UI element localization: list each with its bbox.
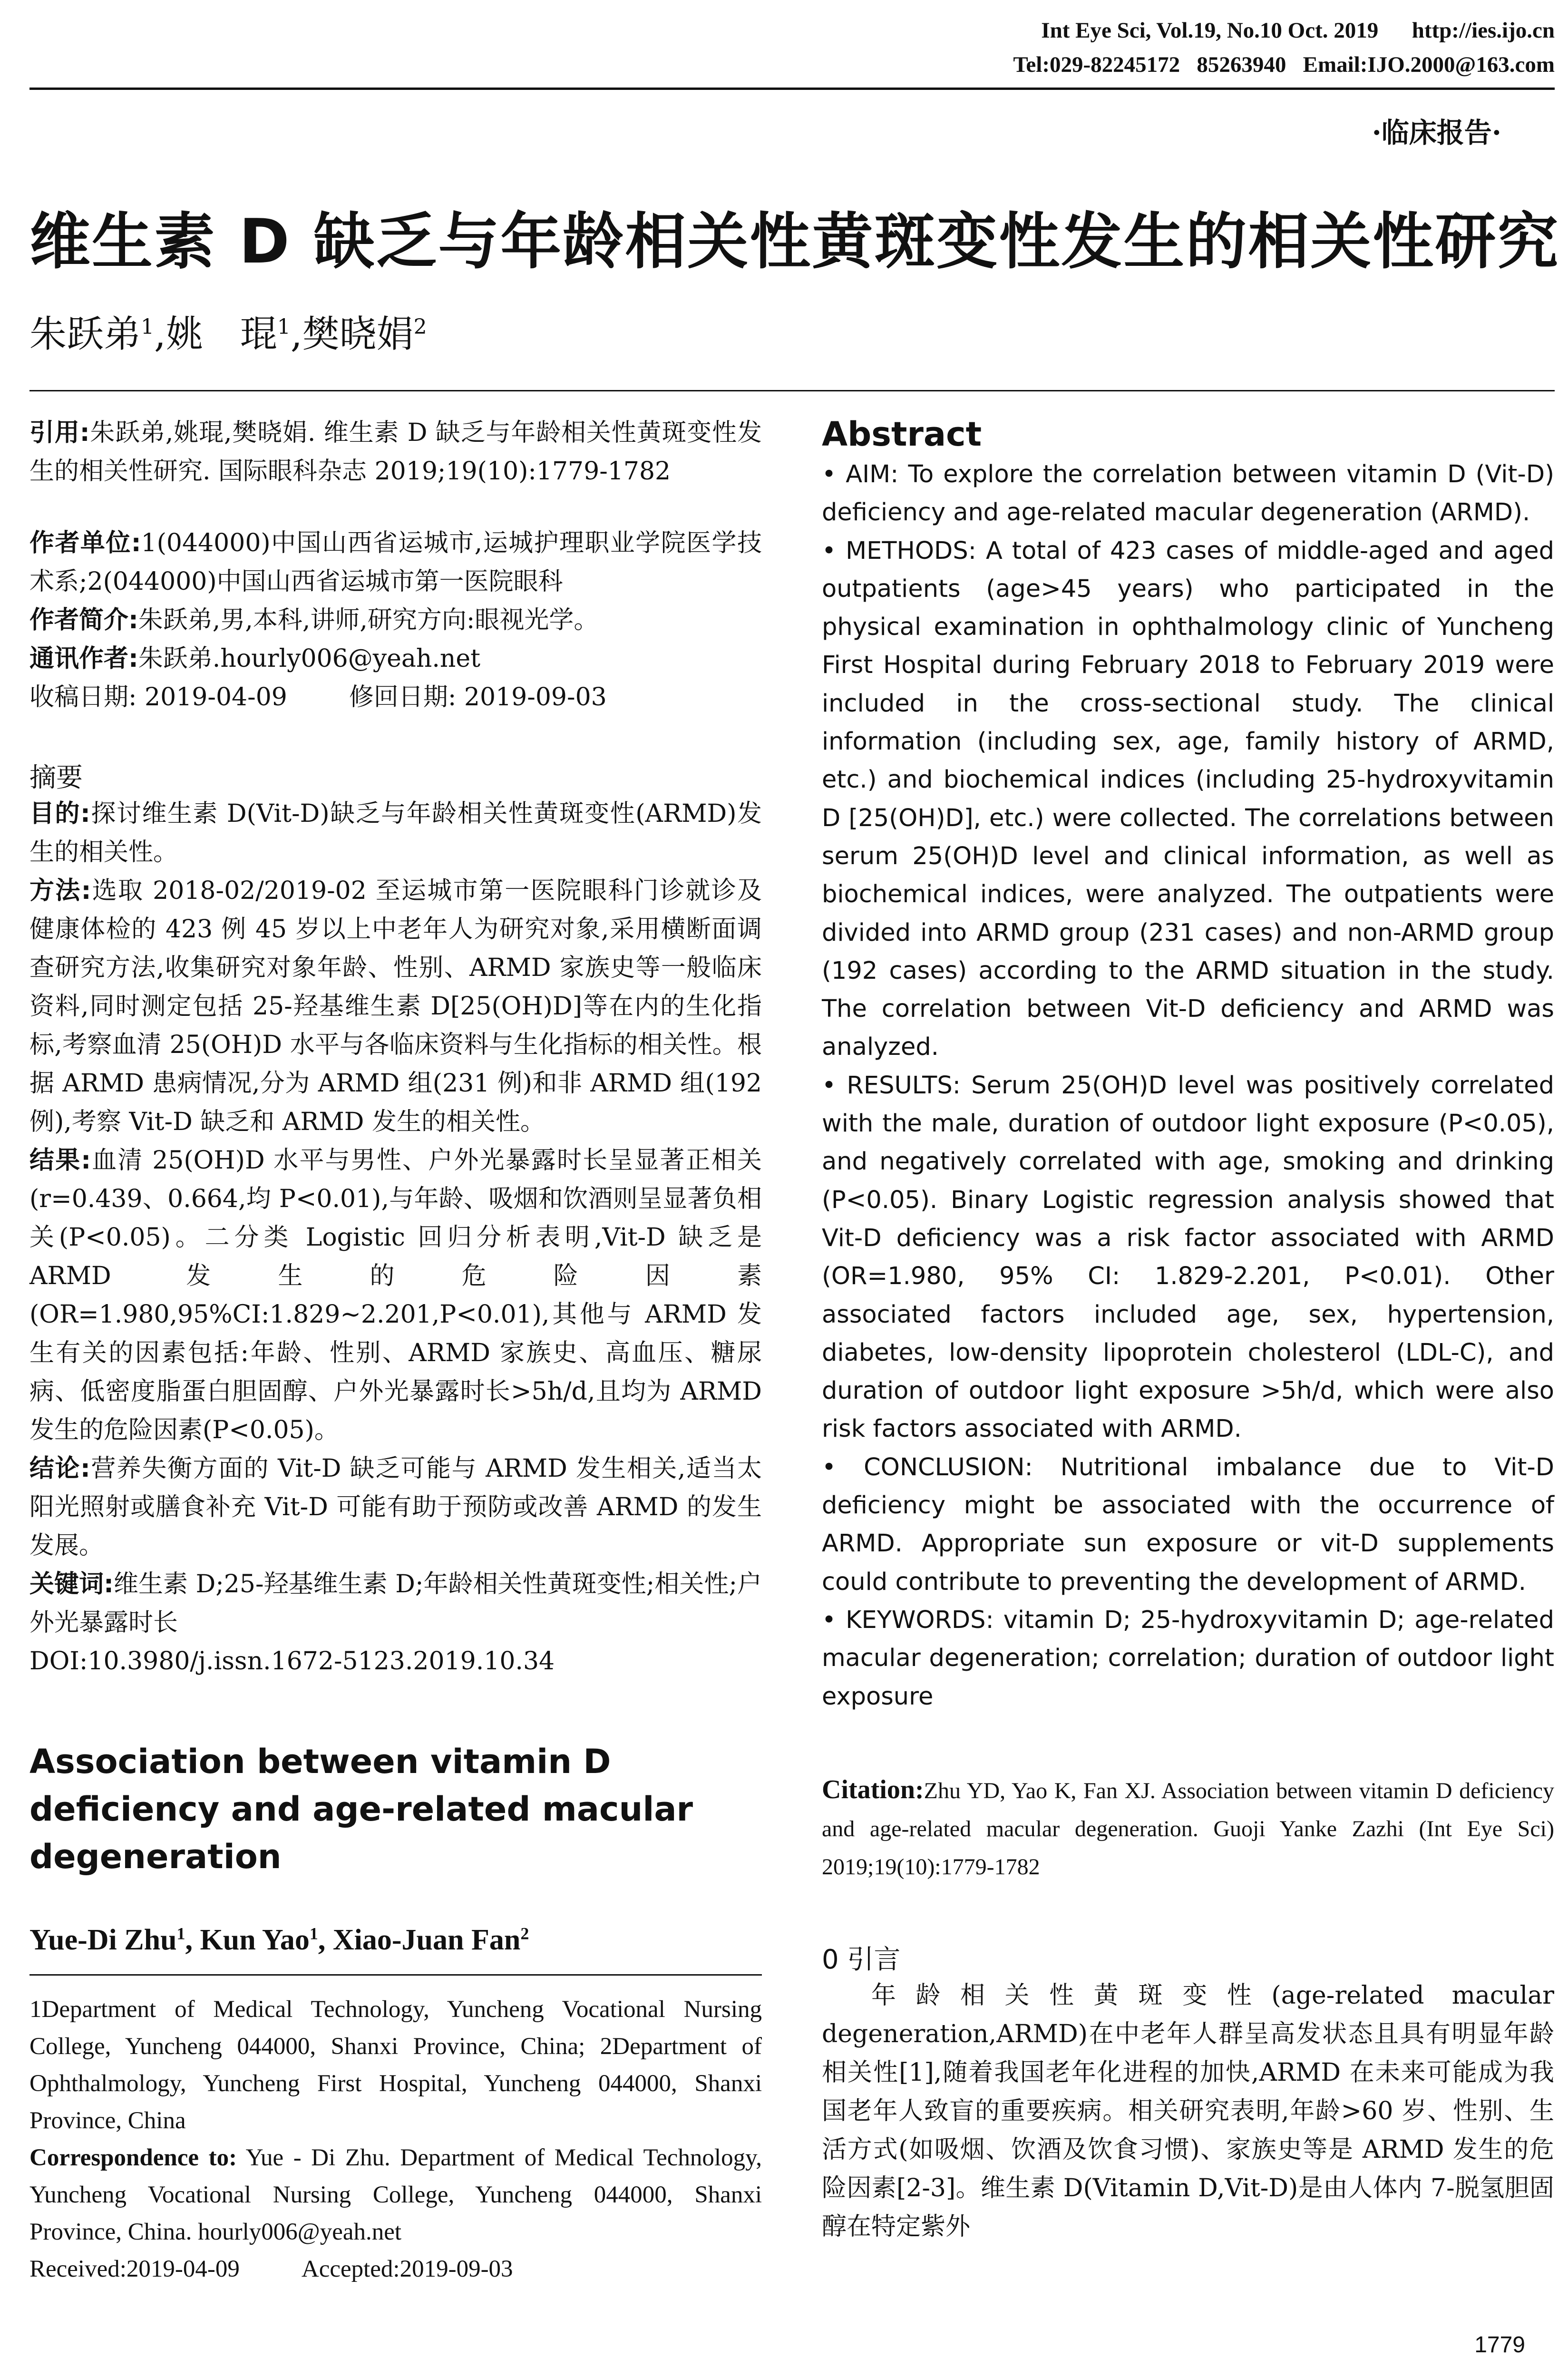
author-name: 朱跃弟 [29,313,141,356]
page-number: 1779 [1474,2332,1525,2358]
abstract-methods-en: • METHODS: A total of 423 cases of middle-aged and aged outpatients (age>45 years) who participated in the physical examination in ophthalmology clinic of Yuncheng First Hospital during February 2018 to February 2019 were included in the cross-sectional study. The clinical information (including sex, age, family history of ARMD, etc.) and biochemical indices (including 25-hydroxyvitamin D [25(OH)D], etc.) were collected. The correlations between serum 25(OH)D level and clinical information, as well as biochemical indices, were analyzed. The outpatients were divided into ARMD group (231 cases) and non-ARMD group (192 cases) according to the ARMD situation in the study. The correlation between Vit-D deficiency and ARMD was analyzed. [822,536,1554,1062]
author-bio [29,601,762,640]
bio-text: 朱跃弟,男,本科,讲师,研究方向:眼视光学。 [138,606,599,634]
author-list-en: Yue-Di Zhu$^1$, Kun Yao$^1$, Xiao-Juan Fan$^2$ [29,1924,529,1956]
author-name: 樊晓娟 [302,313,414,356]
methods-label: 方法: [29,877,91,905]
keywords-cn [29,1565,762,1642]
corresponding-text: 朱跃弟.hourly006@yeah.net [138,644,481,673]
right-column [822,415,1554,2246]
author-affil-mark: 1 [176,1924,185,1943]
title-rule [29,390,1555,391]
intro-heading: 0 引言 [822,1944,901,1975]
bio-label: 作者简介: [29,606,138,634]
citation-en [822,1771,1554,1886]
received-en: Received:2019-04-09 [29,2256,240,2282]
author-separator: , [290,313,302,356]
affiliation-en: 1Department of Medical Technology, Yuncheng Vocational Nursing College, Yuncheng 044000, Shanxi Province, China; 2Department of Ophthalmology, Yuncheng First Hospital, Yuncheng 044000, Shanxi Province, China [29,1996,762,2134]
author-affil-mark: 2 [520,1924,529,1943]
methods-text: 选取 2018-02/2019-02 至运城市第一医院眼科门诊就诊及健康体检的 423 例 45 岁以上中老年人为研究对象,采用横断面调查研究方法,收集研究对象年龄、性别、ARMD 家族史等一般临床资料,同时测定包括 25-羟基维生素 D[25(OH)D]等在内的生化指标,考察血清 25(OH)D 水平与各临床资料与生化指标的相关性。根据 ARMD 患病情况,分为 ARMD 组(231 例)和非 ARMD 组(192 例),考察 Vit-D 缺乏和 ARMD 发生的相关性。 [29,877,762,1136]
keywords-text: 维生素 D;25-羟基维生素 D;年龄相关性黄斑变性;相关性;户外光暴露时长 [29,1570,762,1637]
journal-header-line1: Int Eye Sci, Vol.19, No.10 Oct. 2019 http://ies.ijo.cn [1041,18,1555,43]
aim-label: 目的: [29,799,90,828]
dates-line [29,678,762,717]
author-affil-mark: 2 [413,315,427,339]
conclusion-label: 结论: [29,1454,90,1483]
author-name: 姚 琨 [166,313,277,356]
author-affil-mark: 1 [309,1924,318,1943]
citation-cn-label: 引用: [29,419,90,447]
author-name-en: Kun Yao [200,1924,310,1956]
citation-cn [29,414,762,491]
section-tag: ·临床报告· [1372,117,1501,149]
doi: DOI:10.3980/j.issn.1672-5123.2019.10.34 [29,1647,555,1676]
correspondence-en [29,2139,762,2250]
abstract-conclusion-en: • CONCLUSION: Nutritional imbalance due to Vit-D deficiency might be associated with the occurrence of ARMD. Appropriate sun exposure or vit-D supplements could contribute to preventing the development of ARMD. [822,1453,1554,1596]
keywords-en: • KEYWORDS: vitamin D; 25-hydroxyvitamin D; age-related macular degeneration; correlation; duration of outdoor light exposure [822,1606,1554,1711]
corresponding-label: 通讯作者: [29,644,138,673]
aim-text: 探讨维生素 D(Vit-D)缺乏与年龄相关性黄斑变性(ARMD)发生的相关性。 [29,799,762,867]
correspondence-en-label: Correspondence to: [29,2144,237,2171]
journal-header-line2: Tel:029-82245172 85263940 Email:IJO.2000@163.com [1013,52,1555,77]
citation-en-label: Citation: [822,1774,924,1804]
conclusion-text: 营养失衡方面的 Vit-D 缺乏可能与 ARMD 发生相关,适当太阳光照射或膳食补充 Vit-D 可能有助于预防或改善 ARMD 的发生发展。 [29,1454,762,1560]
abstract-title-en: Abstract [822,415,982,454]
author-separator: , [154,313,166,356]
author-affil-mark: 1 [141,315,155,339]
author-name-en: Yue-Di Zhu [29,1924,177,1956]
accepted-en: Accepted:2019-09-03 [301,2256,513,2282]
affiliation-label: 作者单位: [29,529,141,557]
results-label: 结果: [29,1146,91,1175]
citation-en-text: Zhu YD, Yao K, Fan XJ. Association between vitamin D deficiency and age-related macular degeneration. Guoji Yanke Zazhi (Int Eye Sci) 2019;19(10):1779-1782 [822,1778,1554,1880]
corresponding-author [29,640,762,678]
received-date: 收稿日期: 2019-04-09 [29,683,287,711]
revised-date: 修回日期: 2019-09-03 [349,683,607,711]
author-affil-mark: 1 [277,315,291,339]
author-affiliation [29,524,762,601]
abstract-heading-cn: 摘要 [29,762,83,793]
correspondence-en-text: Yue - Di Zhu. Department of Medical Technology, Yuncheng Vocational Nursing College, Yuncheng 044000, Shanxi Province, China. hourly006@yeah.net [29,2144,762,2245]
abstract-results-en: • RESULTS: Serum 25(OH)D level was positively correlated with the male, duration of outdoor light exposure (P<0.05), and negatively correlated with age, smoking and drinking (P<0.05). Binary Logistic regression analysis showed that Vit-D deficiency was a risk factor associated with ARMD (OR=1.980, 95% CI: 1.829-2.201, P<0.01). Other associated factors included age, sex, hypertension, diabetes, low-density lipoprotein cholesterol (LDL-C), and duration of outdoor light exposure >5h/d, which were also risk factors associated with ARMD. [822,1071,1554,1443]
author-list-cn [29,304,427,358]
dates-en [29,2250,762,2288]
abstract-conclusion-cn [29,1450,762,1565]
abstract-results-cn [29,1141,762,1450]
left-column [29,414,762,2288]
abstract-methods-cn [29,872,762,1141]
header-rule [29,88,1555,90]
affiliation-text: 1(044000)中国山西省运城市,运城护理职业学院医学技术系;2(044000)中国山西省运城市第一医院眼科 [29,529,762,596]
results-text: 血清 25(OH)D 水平与男性、户外光暴露时长呈显著正相关(r=0.439、0.664,均 P<0.01),与年龄、吸烟和饮酒则呈显著负相关(P<0.05)。二分类 Logistic 回归分析表明,Vit-D 缺乏是 ARMD 发生的危险因素(OR=1.980,95%CI:1.829~2.201,P<0.01),其他与 ARMD 发生有关的因素包括:年龄、性别、ARMD 家族史、高血压、糖尿病、低密度脂蛋白胆固醇、户外光暴露时长>5h/d,且均为 ARMD 发生的危险因素(P<0.05)。 [29,1146,762,1444]
keywords-label: 关键词: [29,1570,114,1598]
abstract-aim-en: • AIM: To explore the correlation between vitamin D (Vit-D) deficiency and age-related macular degeneration (ARMD). [822,460,1554,527]
english-title: Association between vitamin D deficiency and age-related macular degeneration [29,1742,693,1876]
intro-paragraph: 年龄相关性黄斑变性(age-related macular degeneration,ARMD)在中老年人群呈高发状态且具有明显年龄相关性[1],随着我国老年化进程的加快,ARMD 在未来可能成为我国老年人致盲的重要疾病。相关研究表明,年龄>60 岁、性别、生活方式(如吸烟、饮酒及饮食习惯)、家族史等是 ARMD 发生的危险因素[2-3]。维生素 D(Vitamin D,Vit-D)是由人体内 7-脱氢胆固醇在特定紫外 [822,1981,1554,2241]
author-name-en: Xiao-Juan Fan [332,1924,521,1956]
abstract-aim-cn [29,795,762,872]
article-title: 维生素 D 缺乏与年龄相关性黄斑变性发生的相关性研究 [29,206,1560,277]
citation-cn-text: 朱跃弟,姚琨,樊晓娟. 维生素 D 缺乏与年龄相关性黄斑变性发生的相关性研究. 国际眼科杂志 2019;19(10):1779-1782 [29,419,762,486]
